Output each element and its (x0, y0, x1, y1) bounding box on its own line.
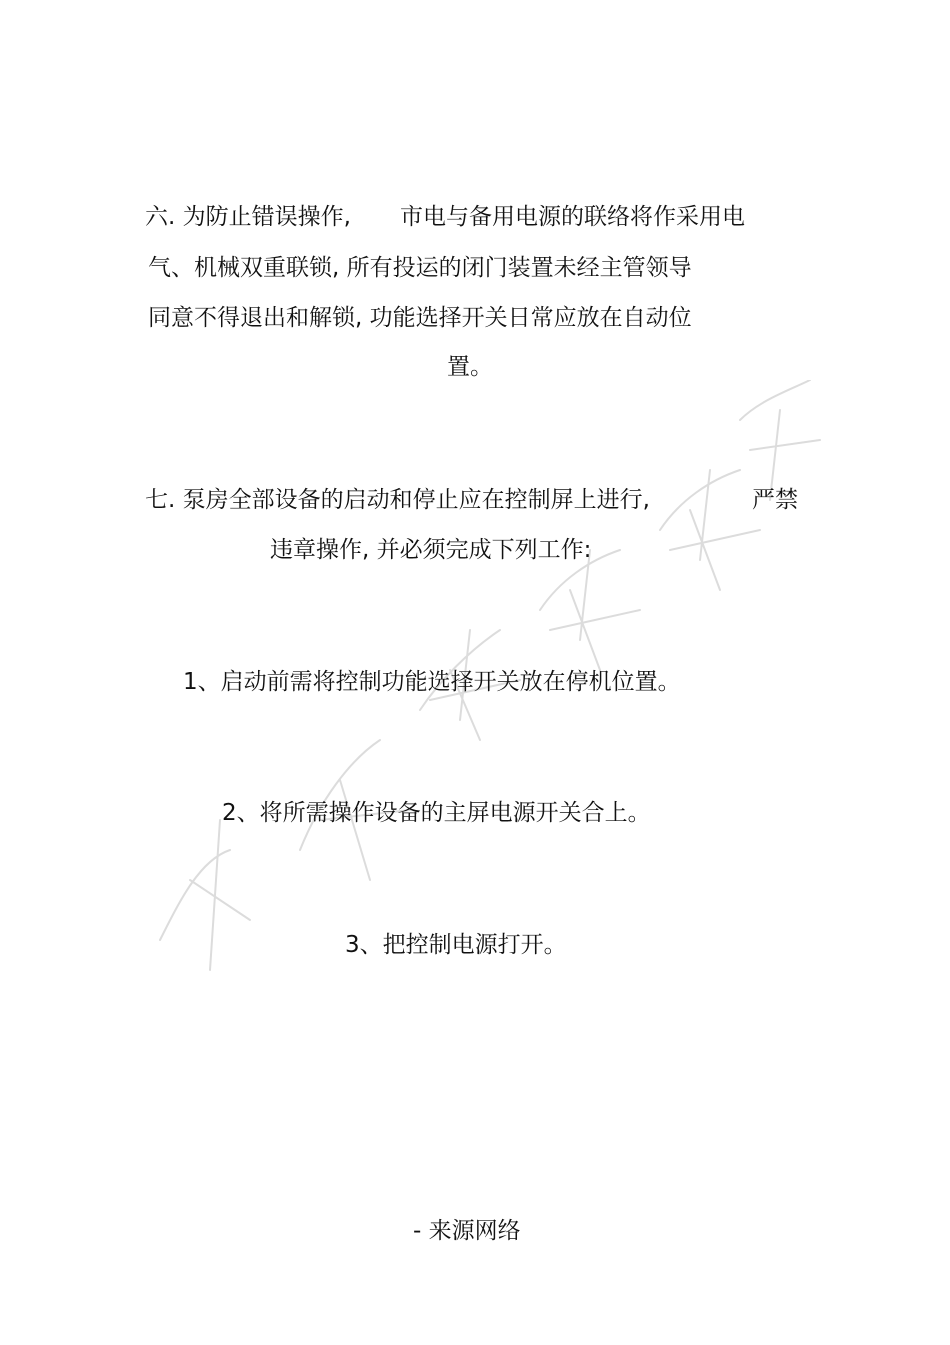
section-6-line-2: 气、机械双重联锁, 所有投运的闭门装置未经主管领导 (148, 255, 692, 281)
section-6-line-3: 同意不得退出和解锁, 功能选择开关日常应放在自动位 (148, 305, 692, 331)
section-7-line-1-part-2: 严禁 (752, 487, 798, 513)
step-1: 1、启动前需将控制功能选择开关放在停机位置。 (183, 669, 681, 695)
section-7-line-1-part-1: 七. 泵房全部设备的启动和停止应在控制屏上进行, (145, 487, 650, 513)
step-3: 3、把控制电源打开。 (345, 932, 567, 958)
section-6-line-1-part-2: 市电与备用电源的联络将作采用电 (400, 204, 745, 230)
footer-source: - 来源网络 (413, 1218, 521, 1244)
section-6-line-4: 置。 (447, 354, 493, 380)
step-2: 2、将所需操作设备的主屏电源开关合上。 (222, 800, 651, 826)
section-7-line-2: 违章操作, 并必须完成下列工作: (270, 537, 592, 563)
section-6-line-1-part-1: 六. 为防止错误操作, (145, 204, 351, 230)
